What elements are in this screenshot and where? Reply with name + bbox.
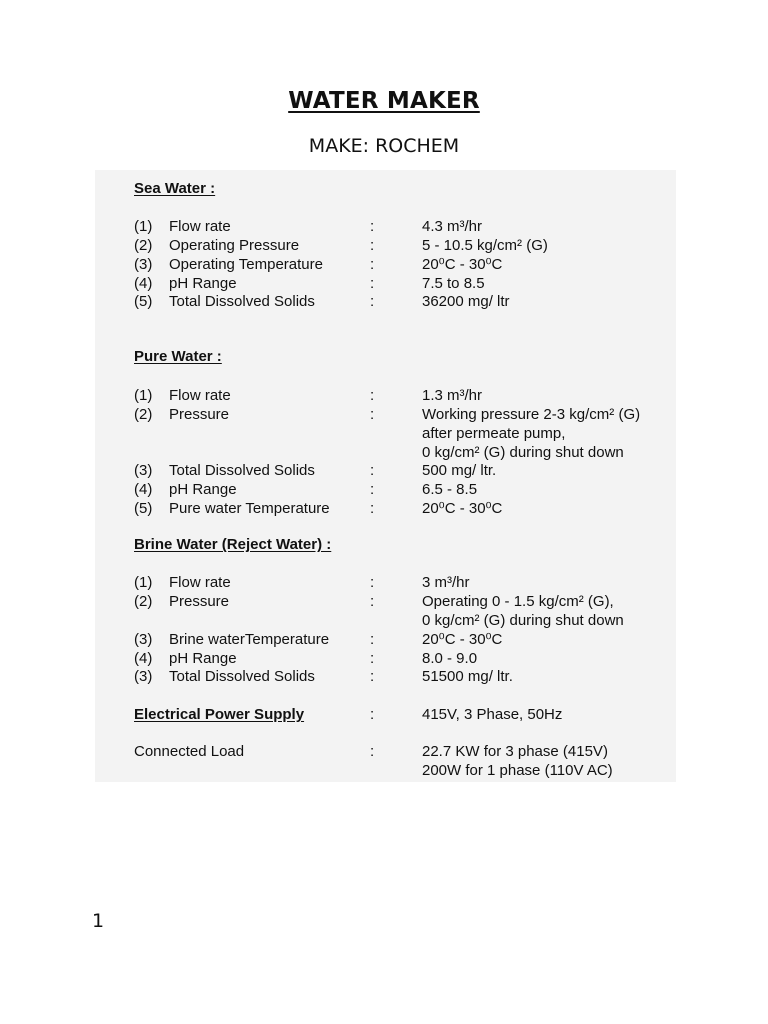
row-colon: : <box>370 275 375 292</box>
row-label: Operating Temperature <box>169 256 323 273</box>
sea-water-row <box>0 217 768 236</box>
row-value: Working pressure 2-3 kg/cm² (G) <box>422 406 641 423</box>
sea-water-row <box>0 255 768 274</box>
row-colon: : <box>370 574 375 591</box>
sea-water-row <box>0 236 768 255</box>
row-value: 5 - 10.5 kg/cm² (G) <box>422 237 548 254</box>
pure-water-row <box>0 386 768 405</box>
row-value: 6.5 - 8.5 <box>422 481 478 498</box>
row-colon: : <box>370 406 375 423</box>
connected-load-row <box>0 742 768 761</box>
row-label: Flow rate <box>169 387 231 404</box>
connected-load-row-continuation <box>0 761 768 780</box>
row-colon: : <box>370 631 375 648</box>
row-colon: : <box>370 218 375 235</box>
row-label: Operating Pressure <box>169 237 300 254</box>
row-label: Total Dissolved Solids <box>169 668 315 685</box>
brine-water-row <box>0 649 768 668</box>
row-number: (3) <box>134 631 153 648</box>
connected-load-value: 22.7 KW for 3 phase (415V) <box>422 743 608 760</box>
pure-water-row-continuation <box>0 443 768 462</box>
row-value: 0 kg/cm² (G) during shut down <box>422 612 624 629</box>
row-number: (1) <box>134 574 153 591</box>
electrical-power-value: 415V, 3 Phase, 50Hz <box>422 706 563 723</box>
row-label: pH Range <box>169 275 237 292</box>
row-colon: : <box>370 237 375 254</box>
sea-water-heading: Sea Water : <box>134 180 216 197</box>
connected-load-value: 200W for 1 phase (110V AC) <box>422 762 613 779</box>
row-value: 20⁰C - 30⁰C <box>422 631 503 648</box>
sea-water-row <box>0 274 768 293</box>
row-value: 1.3 m³/hr <box>422 387 483 404</box>
row-colon: : <box>370 293 375 310</box>
row-colon: : <box>370 668 375 685</box>
row-label: Flow rate <box>169 574 231 591</box>
pure-water-row <box>0 480 768 499</box>
row-number: (5) <box>134 500 153 517</box>
brine-water-row <box>0 592 768 611</box>
brine-water-row <box>0 630 768 649</box>
row-value: 20⁰C - 30⁰C <box>422 256 503 273</box>
row-value: 4.3 m³/hr <box>422 218 483 235</box>
row-label: Total Dissolved Solids <box>169 462 315 479</box>
row-label: Flow rate <box>169 218 231 235</box>
row-number: (4) <box>134 650 153 667</box>
row-value: 500 mg/ ltr. <box>422 462 497 479</box>
connected-load-label: Connected Load <box>134 743 245 760</box>
row-number: (1) <box>134 387 153 404</box>
row-colon: : <box>370 706 375 723</box>
row-number: (2) <box>134 593 153 610</box>
row-label: pH Range <box>169 650 237 667</box>
page-title: WATER MAKER <box>288 88 480 114</box>
row-number: (4) <box>134 481 153 498</box>
electrical-power-label: Electrical Power Supply <box>134 706 305 723</box>
row-label: Pressure <box>169 593 230 610</box>
page-number: 1 <box>92 910 105 932</box>
sea-water-row <box>0 292 768 311</box>
row-value: Operating 0 - 1.5 kg/cm² (G), <box>422 593 614 610</box>
row-value: 0 kg/cm² (G) during shut down <box>422 444 624 461</box>
row-colon: : <box>370 387 375 404</box>
brine-water-heading: Brine Water (Reject Water) : <box>134 536 332 553</box>
row-colon: : <box>370 481 375 498</box>
pure-water-heading: Pure Water : <box>134 348 222 365</box>
brine-water-row-continuation <box>0 611 768 630</box>
row-label: Brine waterTemperature <box>169 631 330 648</box>
row-value: 8.0 - 9.0 <box>422 650 478 667</box>
row-colon: : <box>370 500 375 517</box>
row-number: (3) <box>134 668 153 685</box>
row-value: 20⁰C - 30⁰C <box>422 500 503 517</box>
row-number: (1) <box>134 218 153 235</box>
row-label: Pressure <box>169 406 230 423</box>
row-label: Pure water Temperature <box>169 500 330 517</box>
electrical-power-row <box>0 705 768 724</box>
row-label: Total Dissolved Solids <box>169 293 315 310</box>
row-label: pH Range <box>169 481 237 498</box>
row-number: (4) <box>134 275 153 292</box>
row-colon: : <box>370 593 375 610</box>
row-colon: : <box>370 743 375 760</box>
row-value: 7.5 to 8.5 <box>422 275 485 292</box>
row-number: (3) <box>134 462 153 479</box>
pure-water-row <box>0 405 768 424</box>
pure-water-row <box>0 461 768 480</box>
row-colon: : <box>370 462 375 479</box>
row-number: (2) <box>134 406 153 423</box>
brine-water-row <box>0 667 768 686</box>
pure-water-row <box>0 499 768 518</box>
row-value: 3 m³/hr <box>422 574 470 591</box>
pure-water-row-continuation <box>0 424 768 443</box>
row-value: 36200 mg/ ltr <box>422 293 510 310</box>
row-number: (3) <box>134 256 153 273</box>
row-colon: : <box>370 650 375 667</box>
row-number: (2) <box>134 237 153 254</box>
brine-water-row <box>0 573 768 592</box>
row-value: 51500 mg/ ltr. <box>422 668 513 685</box>
make-subtitle: MAKE: ROCHEM <box>308 135 460 157</box>
row-number: (5) <box>134 293 153 310</box>
row-value: after permeate pump, <box>422 425 566 442</box>
row-colon: : <box>370 256 375 273</box>
